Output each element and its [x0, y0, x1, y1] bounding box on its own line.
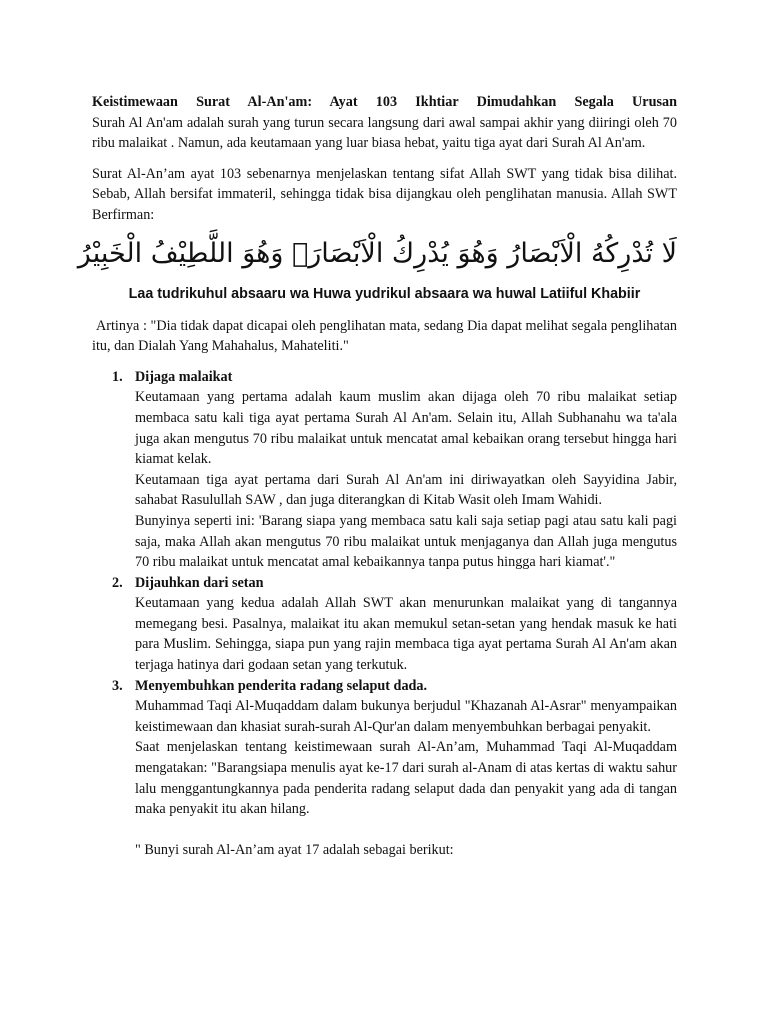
article-title: Keistimewaan Surat Al-An'am: Ayat 103 Ikhtiar Dimudahkan Segala Urusan	[92, 94, 677, 110]
list-item	[92, 573, 677, 676]
list-item-paragraph: Saat menjelaskan tentang keistimewaan surah Al-An’am, Muhammad Taqi Al-Muqaddam mengatakan: "Barangsiapa menulis ayat ke-17 dari surah al-Anam di atas kertas di waktu sahur lalu menggantungkannya pada penderita radang selaput dada dan penyakit yang ada di tangan maka penyakit itu akan hilang.	[135, 739, 677, 818]
list-item-paragraph: Keutamaan tiga ayat pertama dari Surah Al An'am ini diriwayatkan oleh Sayyidina Jabir, sahabat Rasulullah SAW , dan juga diterangkan di Kitab Wasit oleh Imam Wahidi.	[135, 471, 677, 509]
list-item-paragraph: Keutamaan yang pertama adalah kaum muslim akan dijaga oleh 70 ribu malaikat setiap membaca satu kali tiga ayat pertama Surah Al An'am. Selain itu, Allah Subhanahu wa ta'ala juga akan mengutus 70 ribu malaikat untuk mencatat amal kebaikan orang tersebut hingga hari kiamat kelak.	[135, 389, 677, 468]
list-item	[92, 367, 677, 573]
list-number: 3.	[112, 677, 123, 694]
virtues-list	[92, 367, 677, 820]
list-item-paragraph: Bunyinya seperti ini: 'Barang siapa yang membaca satu kali saja setiap pagi atau satu kali pagi saja, maka Allah akan mengutus 70 ribu malaikat untuk menjaganya dan Allah juga mengutus 70 ribu malaikat untuk mencatat amal kebaikannya tanpa putus hingga hari kiamat'."	[135, 512, 677, 571]
list-number: 1.	[112, 368, 123, 385]
intro-text: Surah Al An'am adalah surah yang turun secara langsung dari awal sampai akhir yang diiringi oleh 70 ribu malaikat . Namun, ada keutamaan yang luar biasa hebat, yaitu tiga ayat dari Surah Al An'am.	[92, 114, 677, 152]
arabic-verse: لَا تُدْرِكُهُ الْاَبْصَارُ وَهُوَ يُدْرِكُ الْاَبْصَارَۚ وَهُوَ اللَّطِيْفُ الْخَبِيْرُ	[77, 237, 677, 269]
closing-line: " Bunyi surah Al-An’am ayat 17 adalah sebagai berikut:	[135, 841, 454, 858]
list-item-paragraph: Keutamaan yang kedua adalah Allah SWT akan menurunkan malaikat yang di tangannya memegang besi. Pasalnya, malaikat itu akan memukul setan-setan yang hendak masuk ke hati para Muslim. Sehingga, siapa pun yang rajin membaca tiga ayat pertama Surah Al An'am akan terjaga hatinya dari godaan setan yang terkutuk.	[135, 595, 677, 674]
list-item	[92, 676, 677, 820]
intro-paragraph	[92, 92, 677, 154]
paragraph-ayat-103: Surat Al-An’am ayat 103 sebenarnya menjelaskan tentang sifat Allah SWT yang tidak bisa dilihat. Sebab, Allah bersifat immateril, sehingga tidak bisa dijangkau oleh penglihatan manusia. Allah SWT Berfirman:	[92, 165, 677, 223]
transliteration: Laa tudrikuhul absaaru wa Huwa yudrikul absaara wa huwal Latiiful Khabiir	[128, 285, 641, 302]
list-item-title: Dijaga malaikat	[135, 368, 233, 385]
document-page	[77, 92, 677, 860]
verse-meaning: Artinya : "Dia tidak dapat dicapai oleh penglihatan mata, sedang Dia dapat melihat segala penglihatan itu, dan Dialah Yang Mahahalus, Mahateliti."	[92, 317, 677, 355]
list-item-title: Menyembuhkan penderita radang selaput dada.	[135, 677, 428, 694]
list-item-title: Dijauhkan dari setan	[135, 574, 264, 591]
list-number: 2.	[112, 574, 123, 591]
list-item-paragraph: Muhammad Taqi Al-Muqaddam dalam bukunya berjudul "Khazanah Al-Asrar" menyampaikan keistimewaan dan khasiat surah-surah Al-Qur'an dalam menyembuhkan berbagai penyakit.	[135, 698, 677, 735]
